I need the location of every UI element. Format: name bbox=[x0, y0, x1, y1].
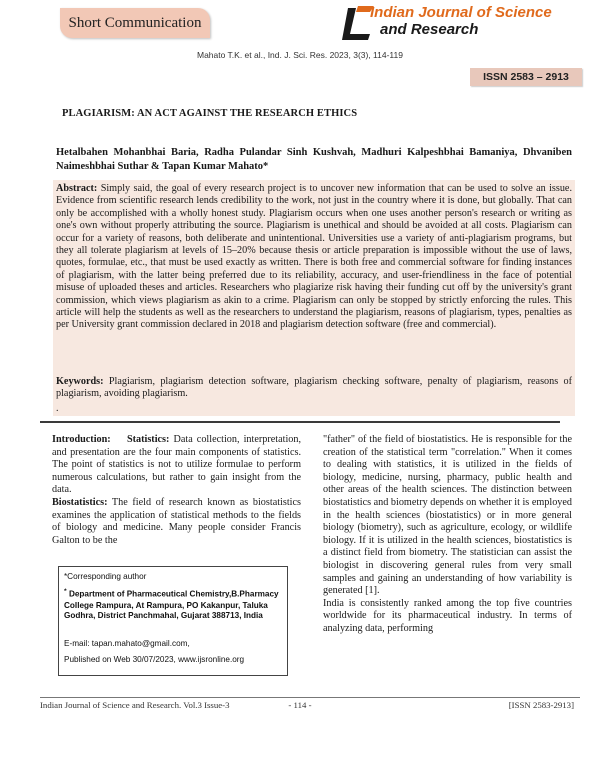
journal-name-line1: Indian Journal of Science bbox=[370, 4, 552, 21]
article-type-label: Short Communication bbox=[68, 15, 202, 31]
author-list: Hetalbahen Mohanbhai Baria, Radha Pulandar Sinh Kushvah, Madhuri Kalpeshbhai Bamaniya, Dhvaniben Naimeshbhai Suthar & Tapan Kumar Mahato* bbox=[56, 147, 572, 172]
biostatistics-paragraph bbox=[52, 497, 301, 547]
issn-badge: ISSN 2583 – 2913 bbox=[470, 68, 582, 86]
section-divider bbox=[40, 421, 560, 423]
journal-name-line2: and Research bbox=[380, 21, 479, 38]
keywords bbox=[56, 376, 572, 401]
abstract-label: Abstract: bbox=[56, 183, 98, 194]
separator-dot: . bbox=[56, 403, 59, 414]
citation-line: Mahato T.K. et al., Ind. J. Sci. Res. 2023, 3(3), 114-119 bbox=[196, 50, 403, 60]
publication-date: Published on Web 30/07/2023, www.ijsronline.org bbox=[64, 655, 245, 664]
article-type-tag bbox=[60, 8, 210, 38]
corresponding-author-label: *Corresponding author bbox=[64, 572, 147, 581]
affiliation-text: Department of Pharmaceutical Chemistry,B.Pharmacy College Rampura, At Rampura, PO Kakanpur, Taluka Godhra, District Panchmahal, Gujarat 388713, India bbox=[64, 589, 279, 621]
page-number: - 114 - bbox=[288, 700, 312, 710]
intro-paragraph bbox=[52, 434, 301, 497]
affiliation-marker: * bbox=[64, 588, 67, 595]
biostatistics-continued: "father" of the field of biostatistics. He is responsible for the creation of the statistical term "correlation." When it comes to dealing with statistics, it is utilized in the fields of biology, medicine, nursing, pharmacy, public health and other areas of the health sciences. The distinction between biostatistics and biometry depends on whether it is employed in the health sciences (biostatistics) or in more general biology (biometry), such as agriculture, ecology, or wildlife biology. If it is utilized in the health sciences, biostatistics is a distinct field from biometry. The statistician can assist the biologist in discovering general rules from very small samples and gaining an understanding of how variability is generated [1]. bbox=[323, 434, 572, 597]
abstract-text: Simply said, the goal of every research project is to uncover new information that can be used to solve an issue. Evidence from scientific research lends credibility to the work, not just in the country where it is done, but globally. That can only be accomplished with a wholly honest study. Plagiarism occurs when one uses another person's research or writing as one's own without properly attributing the source. Plagiarism is unethical and should be avoided at all costs. Plagiarism can occur for a variety of reasons, both deliberate and unintentional. Universities use a variety of anti-plagiarism programs, but they all tolerate plagiarism at levels of 15–20% because thesis or article preparation is impossible without the use of laws, quotes, formulae, etc., that must be used exactly as written. There is both free and commercial software for finding instances of plagiarism, with the latter being preferred due to its reliability, accuracy, and user-friendliness in the face of potential misuse of uploaded theses and articles. Researchers who plagiarize risk having their funding cut off by the university's grant commission, which views plagiarism as akin to a crime. Plagiarism can only be stopped by strictly enforcing the rules. This article will help the students as well as the researchers to understand the plagiarism, reasons of plagiarism, types, penalties as per University grant commission declared in 2018 and plagiarism detection software (free and commercial). bbox=[56, 183, 572, 331]
abstract bbox=[56, 183, 572, 332]
statistics-heading: Statistics: bbox=[126, 434, 170, 445]
keywords-label: Keywords: bbox=[56, 376, 104, 387]
body-column-right bbox=[323, 434, 572, 636]
footer-issn: [ISSN 2583-2913] bbox=[508, 700, 574, 710]
biostatistics-heading: Biostatistics: bbox=[52, 496, 108, 508]
intro-text: Data collection, interpretation, and presentation are the four main components of statistics. The point of statistics is not to utilize formulae to perform numerous calculations, but rather to gain insight from the data. bbox=[52, 434, 302, 496]
affiliation bbox=[64, 587, 280, 622]
biostatistics-text: The field of research known as biostatistics examines the application of statistical methods to the fields of biology and medicine. Many people consider Francis Galton to be the bbox=[52, 496, 301, 546]
footer-divider bbox=[40, 697, 580, 698]
author-email: E-mail: tapan.mahato@gmail.com, bbox=[64, 639, 190, 648]
keywords-text: Plagiarism, plagiarism detection software, plagiarism checking software, penalty of plagiarism, reasons of plagiarism, avoiding plagiarism. bbox=[56, 376, 572, 400]
pharma-paragraph: India is consistently ranked among the top five countries worldwide for its pharmaceutical industry. In terms of analyzing data, performing bbox=[323, 597, 572, 634]
article-title: PLAGIARISM: AN ACT AGAINST THE RESEARCH ETHICS bbox=[62, 108, 358, 119]
corresponding-author-box bbox=[58, 566, 288, 676]
body-column-left bbox=[52, 434, 301, 547]
intro-heading: Introduction: bbox=[52, 434, 111, 445]
footer-journal: Indian Journal of Science and Research. Vol.3 Issue-3 bbox=[40, 700, 230, 710]
